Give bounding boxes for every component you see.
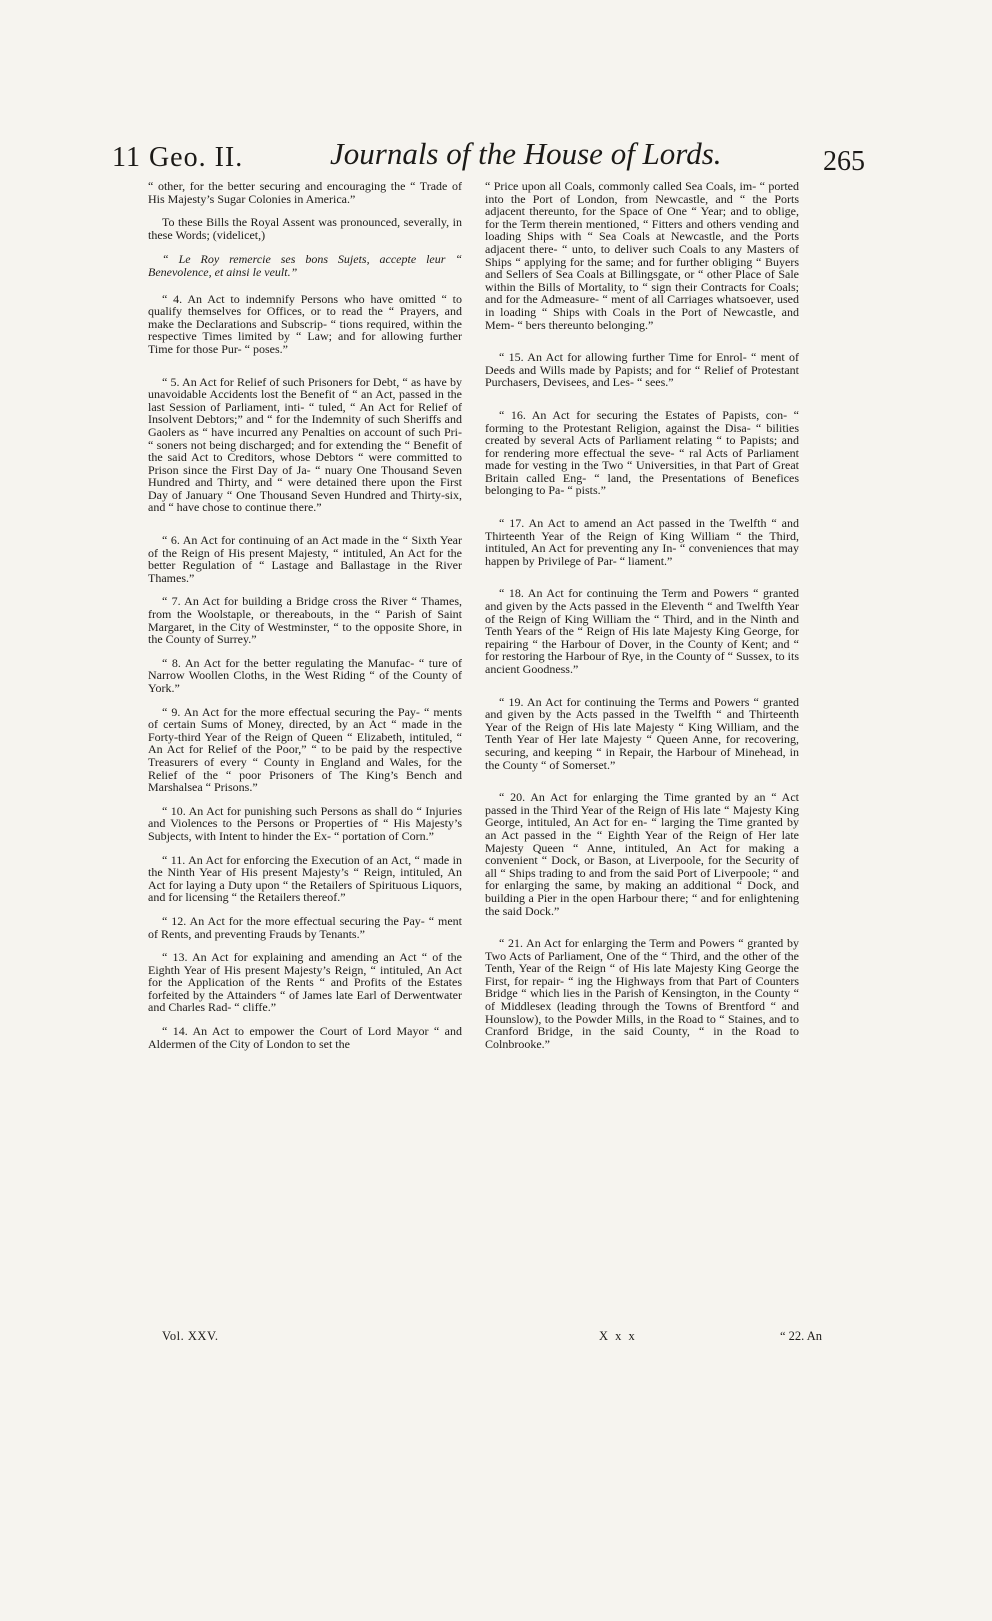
act-paragraph-11: “ 11. An Act for enforcing the Execution of an Act, “ made in the Ninth Year of His present Majesty’s “ Reign, intituled, An Act for laying a Duty upon “ the Retailers of Spirituous Liquors, and for licensing “ the Retailers thereof.” [148, 852, 462, 905]
left-column [148, 180, 462, 1061]
royal-assent-words: “ Le Roy remercie ses bons Sujets, accepte leur “ Benevolence, et ainsi le veult.” [148, 252, 462, 279]
right-column [485, 180, 799, 1061]
act-paragraph-6: “ 6. An Act for continuing of an Act made in the “ Sixth Year of the Reign of His present Majesty, “ intituled, An Act for the better Regulation of “ Lastage and Ballastage in the River Thames.” [148, 533, 462, 585]
royal-assent-intro: To these Bills the Royal Assent was pronounced, severally, in these Words; (videlicet,) [148, 215, 462, 242]
regnal-year: 11 Geo. II. [112, 142, 244, 173]
journal-title: Journals of the House of Lords. [330, 136, 722, 171]
act-paragraph-16: “ 16. An Act for securing the Estates of Papists, con- “ forming to the Protestant Religion, against the Disa- “ bilities created by several Acts of Parliament relating “ to Papists; and for rendering more effectual the seve- “ ral Acts of Parliament made for vesting in the Two “ Universities, in that Part of Great Britain called Eng- “ land, the Presentations of Benefices belonging to Pa- “ pists.” [485, 407, 799, 498]
act-paragraph-13: “ 13. An Act for explaining and amending an Act “ of the Eighth Year of His present Majesty’s Reign, “ intituled, An Act for the Application of the Rents “ and Profits of the Estates forfeited by the Attainders “ of James late Earl of Derwentwater and Charles Rad- “ cliffe.” [148, 950, 462, 1015]
catchword: “ 22. An [780, 1329, 823, 1343]
page-number: 265 [823, 146, 865, 177]
act-paragraph-18: “ 18. An Act for continuing the Term and Powers “ granted and given by the Acts passed in the Eleventh “ and Twelfth Year of the Reign of King William the “ Third, and in the Ninth and Tenth Years of the “ Reign of His late Majesty King George, for repairing “ the Harbour of Dover, in the County of Kent; and “ for restoring the Harbour of Rye, in the County of “ Sussex, to its ancient Goodness.” [485, 586, 799, 676]
act-paragraph-14-continued: “ Price upon all Coals, commonly called Sea Coals, im- “ ported into the Port of London, from Newcastle, and “ the Ports adjacent thereunto, for the Space of One “ Year; and to oblige, for the Term therein mentioned, “ Fitters and others vending and loading Ships with “ Sea Coals at Newcastle, and the Ports adjacent there- “ unto, to deliver such Coals to any Masters of Ships “ applying for the same; and for further obliging “ Buyers and Sellers of Sea Coals at Billingsgate, or “ other Place of Sale within the Bills of Mortality, to “ sign their Contracts for Coals; and for the Admeasure- “ ment of all Carriages whatsoever, used in loading “ Ships with Coals in the Port of Newcastle, and Mem- “ bers thereunto belonging.” [485, 179, 799, 332]
act-paragraph-15: “ 15. An Act for allowing further Time for Enrol- “ ment of Deeds and Wills made by Papists; and for “ Relief of Protestant Purchasers, Devisees, and Les- “ sees.” [485, 350, 799, 390]
act-paragraph-20: “ 20. An Act for enlarging the Time granted by an “ Act passed in the Third Year of the Reign of His late “ Majesty King George, intituled, An Act for en- “ larging the Time granted by an Act passed in the “ Eighth Year of the Reign of Her late Majesty Queen “ Anne, intituled, An Act for making a convenient “ Dock, or Bason, at Liverpoole, for the Security of all “ Ships trading to and from the said Port of Liverpoole; “ and for enlarging the same, by making an additional “ Dock, and building a Pier in the open Harbour there; “ and for enlightening the said Dock.” [485, 790, 799, 918]
act-paragraph-14: “ 14. An Act to empower the Court of Lord Mayor “ and Aldermen of the City of London to set the [148, 1024, 462, 1051]
act-paragraph-7: “ 7. An Act for building a Bridge cross the River “ Thames, from the Woolstaple, or thereabouts, in the “ Parish of Saint Margaret, in the City of Westminster, “ to the opposite Shore, in the County of Surrey.” [148, 594, 462, 647]
act-paragraph-other: “ other, for the better securing and encouraging the “ Trade of His Majesty’s Sugar Colonies in America.” [148, 179, 462, 206]
act-paragraph-4: “ 4. An Act to indemnify Persons who have omitted “ to qualify themselves for Offices, or to read the “ Prayers, and make the Declarations and Subscrip- “ tions required, within the respective Times limited by “ Law; and for allowing further Time for those Pur- “ poses.” [148, 291, 462, 356]
running-head [0, 128, 992, 178]
act-paragraph-21: “ 21. An Act for enlarging the Term and Powers “ granted by Two Acts of Parliament, One of the “ Third, and the other of the Tenth, Year of the Reign “ of His late Majesty King George the First, for repair- “ ing the Highways from that Part of Counters Bridge “ which lies in the Parish of Kensington, in the County “ of Middlesex (leading through the Towns of Brentford “ and Hounslow), to the Powder Mills, in the Road to “ Staines, and to Cranford Bridge, in the said County, “ in the Road to Colnbrooke.” [485, 936, 799, 1051]
volume-number: Vol. XXV. [162, 1329, 219, 1343]
act-paragraph-9: “ 9. An Act for the more effectual securing the Pay- “ ments of certain Sums of Money, directed, by an Act “ made in the Forty-third Year of the Reign of Queen “ Elizabeth, intituled, “ An Act for Relief of the Poor,” “ to be paid by the respective Treasurers of every “ County in England and Wales, for the Relief of the “ poor Prisoners of The King’s Bench and Marshalsea “ Prisons.” [148, 704, 462, 795]
act-paragraph-17: “ 17. An Act to amend an Act passed in the Twelfth “ and Thirteenth Year of the Reign of King William “ the Third, intituled, An Act for preventing any In- “ conveniences that may happen by Privilege of Par- “ liament.” [485, 516, 799, 568]
act-paragraph-8: “ 8. An Act for the better regulating the Manufac- “ ture of Narrow Woollen Cloths, in the West Riding “ of the County of York.” [148, 655, 462, 695]
act-paragraph-19: “ 19. An Act for continuing the Terms and Powers “ granted and given by the Acts passed in the Twelfth “ and Thirteenth Year of the Reign of His late Majesty “ King William, and the Tenth Year of Her late Majesty “ Queen Anne, for recovering, securing, and keeping “ in Repair, the Harbour of Minehead, in the County “ of Somerset.” [485, 694, 799, 772]
act-paragraph-10: “ 10. An Act for punishing such Persons as shall do “ Injuries and Violences to the Persons or Properties of “ His Majesty’s Subjects, with Intent to hinder the Ex- “ portation of Corn.” [148, 803, 462, 843]
act-paragraph-5: “ 5. An Act for Relief of such Prisoners for Debt, “ as have by unavoidable Accidents lost the Benefit of “ an Act, passed in the last Session of Parliament, inti- “ tuled, “ An Act for Relief of Insolvent Debtors;” and “ for the Indemnity of such Sheriffs and Gaolers as “ have incurred any Penalties on account of such Pri- “ soners not being discharged; and for extending the “ Benefit of the said Act to Creditors, whose Debtors “ were committed to Prison since the First Day of Ja- “ nuary One Thousand Seven Hundred and Thirty, and “ were detained there upon the First Day of January “ One Thousand Seven Hundred and Thirty-six, and “ have chose to continue there.” [148, 374, 462, 515]
act-paragraph-12: “ 12. An Act for the more effectual securing the Pay- “ ment of Rents, and preventing Frauds by Tenants.” [148, 913, 462, 941]
signature-mark: X x x [599, 1329, 637, 1343]
